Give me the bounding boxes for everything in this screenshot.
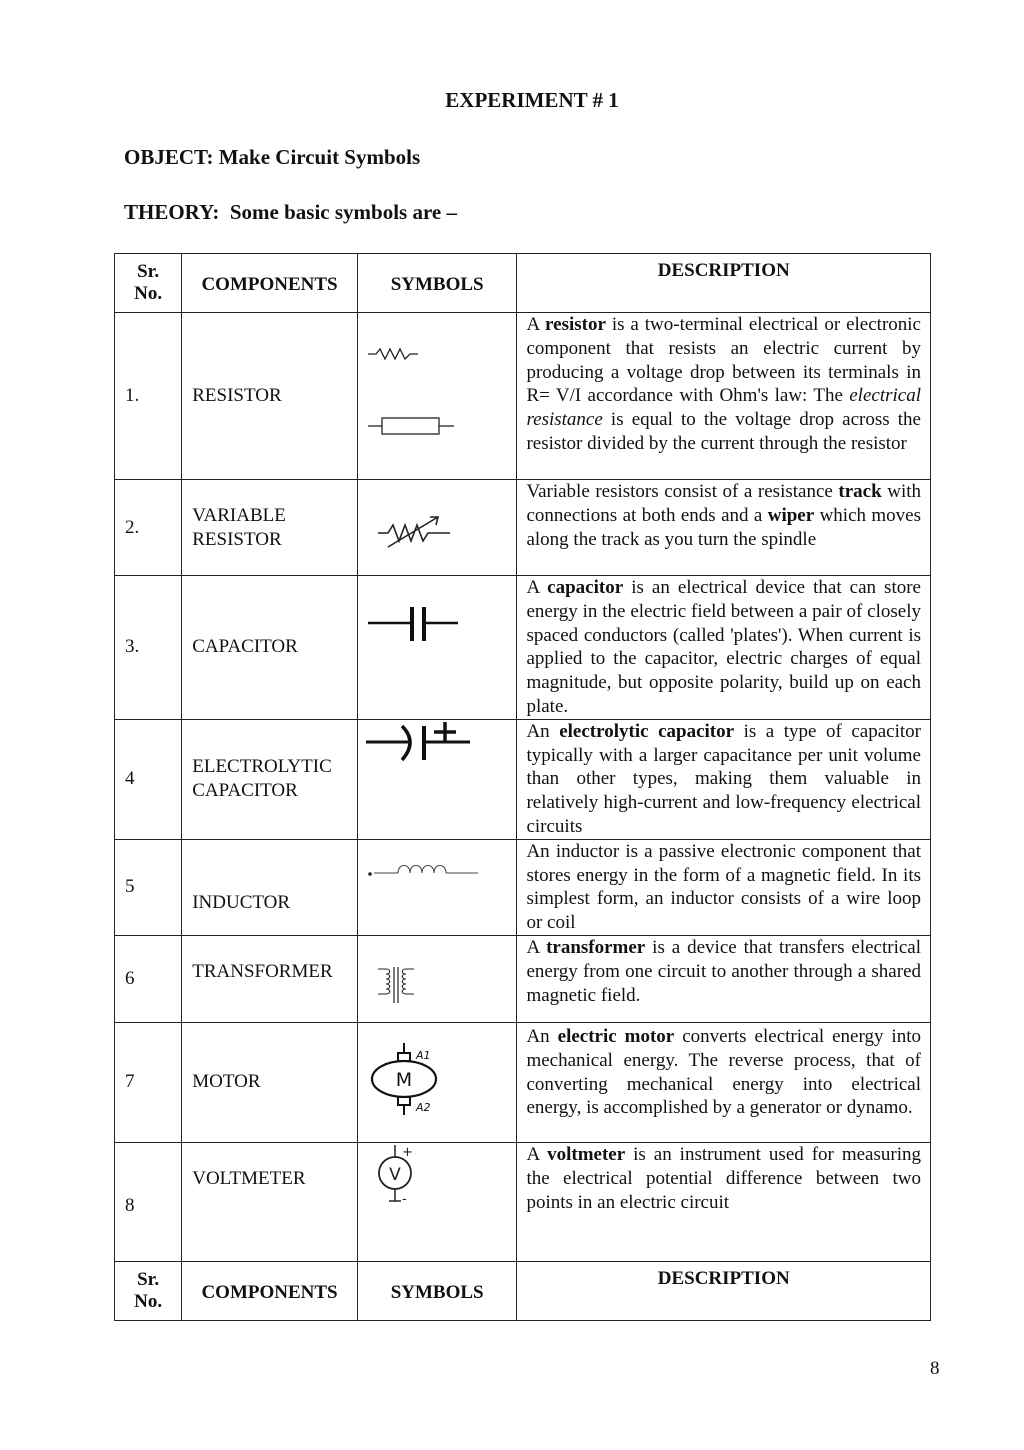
- description-text: electrolytic capacitor: [559, 720, 735, 742]
- description-text: is a two-terminal electrical or electronic component that resists an electric current by producing a voltage drop between its terminals in R= V/I accordance with Ohm's law: The: [526, 314, 921, 407]
- object-text: Make Circuit Symbols: [218, 145, 421, 169]
- table-row: [115, 576, 931, 720]
- table-row: [115, 1142, 931, 1261]
- row-description: [517, 313, 931, 480]
- description-text: A: [526, 314, 546, 335]
- table-row: [115, 313, 931, 480]
- motor-a2-label: A2: [415, 1101, 431, 1115]
- motor-symbol-icon: [357, 1022, 517, 1142]
- row-description: [517, 935, 931, 1022]
- theory-label: THEORY:: [124, 200, 220, 224]
- footer-symbols: SYMBOLS: [357, 1261, 517, 1320]
- description-text: is equal to the voltage drop across the resistor divided by the current through the resistor: [526, 409, 921, 454]
- row-component: RESISTOR: [182, 313, 358, 480]
- row-number: 8: [115, 1142, 182, 1261]
- capacitor-symbol-icon: [357, 576, 517, 720]
- table-header-row: [115, 254, 931, 313]
- row-description: [517, 839, 931, 935]
- object-label: OBJECT:: [124, 145, 214, 169]
- description-text: electric motor: [557, 1025, 675, 1047]
- row-number: 7: [115, 1022, 182, 1142]
- footer-components: COMPONENTS: [182, 1261, 358, 1320]
- table-row: [115, 839, 931, 935]
- transformer-symbol-icon: [357, 935, 517, 1022]
- description-text: track: [838, 481, 882, 502]
- row-component: INDUCTOR: [182, 839, 358, 935]
- electrolytic-capacitor-symbol-icon: [357, 719, 517, 839]
- description-text: An: [526, 720, 560, 742]
- page-number: 8: [930, 1358, 940, 1379]
- theory-line: [124, 200, 457, 225]
- row-component: MOTOR: [182, 1022, 358, 1142]
- row-number: 5: [115, 839, 182, 935]
- voltmeter-minus: -: [401, 1191, 407, 1207]
- voltmeter-plus: +: [401, 1144, 413, 1160]
- description-text: is a device that transfers electrical energy from one circuit to another through a shared magnetic field.: [526, 936, 921, 1006]
- description-text: with connections at both ends and a: [526, 481, 921, 526]
- symbols-table: [114, 253, 931, 1321]
- row-number: 4: [115, 719, 182, 839]
- description-text: An: [526, 1025, 558, 1047]
- row-description: [517, 576, 931, 720]
- description-text: capacitor: [547, 577, 624, 598]
- resistor-symbol-icon: [357, 313, 517, 480]
- description-text: is an electrical device that can store energy in the electric field between a pair of closely spaced conductors (called 'plates'). When current is applied to the capacitor, electric charges of equal magnitude, but opposite polarity, build up on each plate.: [526, 577, 921, 717]
- description-text: Variable resistors consist of a resistance: [526, 481, 839, 502]
- table-row: [115, 480, 931, 576]
- row-description: [517, 1022, 931, 1142]
- table-row: [115, 719, 931, 839]
- description-text: electrical resistance: [526, 385, 921, 431]
- motor-letter: M: [395, 1069, 413, 1092]
- description-text: A: [526, 1143, 548, 1165]
- row-description: [517, 1142, 931, 1261]
- description-text: A: [526, 577, 548, 598]
- description-text: A: [526, 936, 547, 958]
- theory-text: Some basic symbols are –: [229, 200, 457, 224]
- description-text: resistor: [545, 314, 606, 335]
- row-component: VOLTMETER: [182, 1142, 358, 1261]
- description-text: converts electrical energy into mechanical energy. The reverse process, that of converting mechanical energy into electrical energy, is accomplished by a generator or dynamo.: [526, 1025, 921, 1119]
- description-text: transformer: [546, 936, 646, 958]
- object-line: [124, 145, 420, 170]
- row-number: 6: [115, 935, 182, 1022]
- row-description: [517, 719, 931, 839]
- variable-resistor-symbol-icon: [357, 480, 517, 576]
- header-sr-no: Sr. No.: [115, 254, 182, 313]
- row-number: 3.: [115, 576, 182, 720]
- voltmeter-symbol-icon: [357, 1142, 517, 1261]
- footer-sr-no: Sr. No.: [115, 1261, 182, 1320]
- motor-a1-label: A1: [415, 1049, 431, 1063]
- row-number: 2.: [115, 480, 182, 576]
- table-footer-row: [115, 1261, 931, 1320]
- table-row: [115, 1022, 931, 1142]
- row-number: 1.: [115, 313, 182, 480]
- description-text: An inductor is a passive electronic component that stores energy in the form of a magnetic field. In its simplest form, an inductor consists of a wire loop or coil: [526, 840, 921, 934]
- footer-description: DESCRIPTION: [517, 1261, 931, 1320]
- description-text: wiper: [767, 504, 815, 526]
- table-row: [115, 935, 931, 1022]
- row-component: TRANSFORMER: [182, 935, 358, 1022]
- row-component: ELECTROLYTIC CAPACITOR: [182, 719, 358, 839]
- row-component: VARIABLE RESISTOR: [182, 480, 358, 576]
- row-description: [517, 480, 931, 576]
- header-description: DESCRIPTION: [517, 254, 931, 313]
- voltmeter-letter: V: [389, 1164, 401, 1185]
- header-symbols: SYMBOLS: [357, 254, 517, 313]
- inductor-symbol-icon: [357, 839, 517, 935]
- description-text: which moves along the track as you turn the spindle: [526, 504, 921, 550]
- description-text: is an instrument used for measuring the electrical potential difference between two points in an electric circuit: [526, 1143, 921, 1213]
- page-title: EXPERIMENT # 1: [445, 88, 619, 112]
- description-text: is a type of capacitor typically with a larger capacitance per unit volume than other types, making them valuable in relatively high-current and low-frequency electrical circuits: [526, 720, 921, 837]
- row-component: CAPACITOR: [182, 576, 358, 720]
- header-components: COMPONENTS: [182, 254, 358, 313]
- description-text: voltmeter: [547, 1143, 626, 1165]
